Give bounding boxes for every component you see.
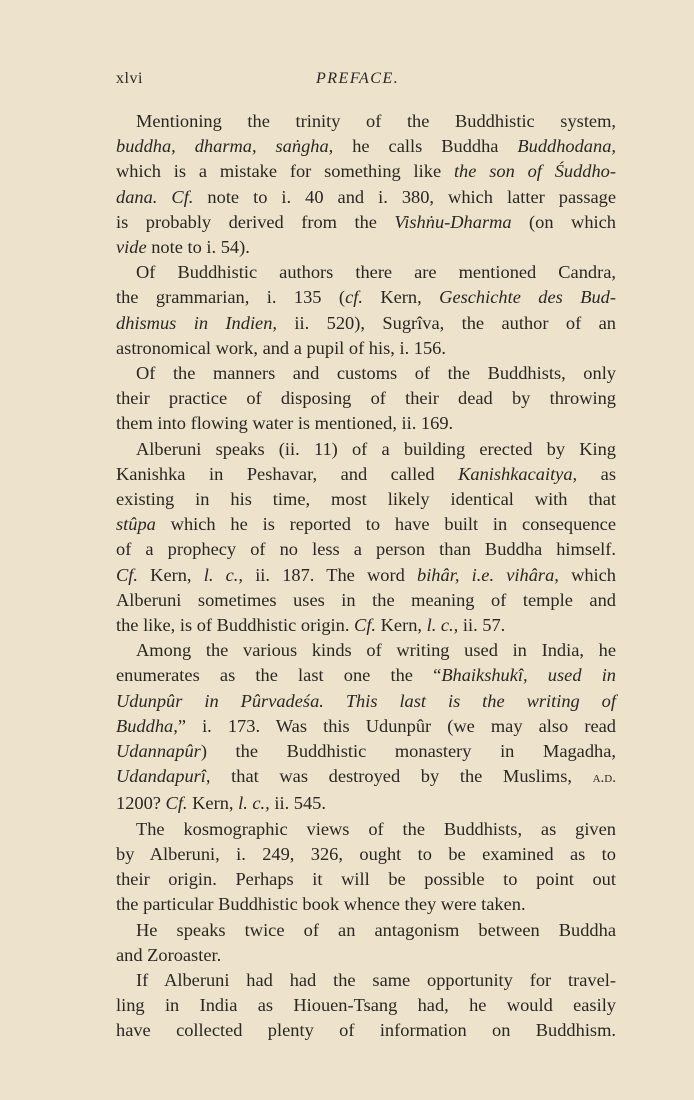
page-number: xlvi — [116, 70, 143, 87]
text-line — [116, 867, 616, 892]
text-run: and Zoroaster. — [116, 944, 222, 965]
paragraph — [116, 260, 616, 361]
italic-text: Vishṅu-Dharma — [394, 211, 512, 232]
text-run: ling in India as Hiouen-Tsang had, he would easily — [116, 995, 616, 1016]
text-line — [116, 842, 616, 867]
text-line — [116, 437, 616, 462]
italic-text: Udandapurî, — [116, 766, 211, 787]
text-run: ii. 57. — [458, 615, 506, 636]
text-run: which is a mistake for something like — [116, 161, 454, 182]
text-line — [116, 613, 616, 638]
italic-text: Kanishkacaitya, — [458, 463, 578, 484]
text-line — [116, 487, 616, 512]
text-run: note to i. 54). — [146, 237, 250, 258]
text-run: The kosmographic views of the Buddhists, as given — [136, 818, 616, 839]
text-line — [116, 537, 616, 562]
text-line — [116, 185, 616, 210]
text-line — [116, 663, 616, 688]
text-line — [116, 943, 616, 968]
text-line — [116, 285, 616, 310]
text-line — [116, 714, 616, 739]
text-line — [116, 311, 616, 336]
text-run: their practice of disposing of their dead by throwing — [116, 388, 616, 409]
text-run: (on which — [511, 211, 617, 232]
italic-text: Cf. — [165, 793, 188, 814]
text-run: the like, is of Buddhistic origin. — [116, 615, 355, 636]
text-run: which — [558, 564, 617, 585]
text-line — [116, 638, 616, 663]
text-line — [116, 739, 616, 764]
text-line — [116, 134, 616, 159]
text-line — [116, 588, 616, 613]
paragraph — [116, 437, 616, 639]
text-run: If Alberuni had had the same opportunity for travel- — [136, 969, 616, 990]
text-run: ) the Buddhistic monastery in Magadha, — [200, 741, 616, 762]
italic-text: Buddha, — [116, 715, 178, 736]
text-run: note to i. 40 and i. 380, which latter passage — [193, 186, 616, 207]
text-line — [116, 361, 616, 386]
text-line — [116, 1018, 616, 1043]
italic-text: vide — [116, 237, 147, 258]
text-run: Alberuni sometimes uses in the meaning of temple and — [116, 589, 616, 610]
italic-text: dana. — [116, 186, 158, 207]
text-run: ii. 545. — [269, 793, 326, 814]
text-run: ii. 520), Sugrîva, the author of an — [277, 312, 616, 333]
text-run — [157, 187, 171, 207]
text-run: Kern, — [376, 615, 427, 636]
text-run: astronomical work, and a pupil of his, i. 156. — [116, 337, 446, 358]
italic-text: buddha, dharma, saṅgha, — [116, 136, 334, 157]
paragraph — [116, 638, 616, 816]
paragraph — [116, 918, 616, 968]
paragraph — [116, 968, 616, 1044]
paragraph — [116, 817, 616, 918]
text-line — [116, 411, 616, 436]
text-line — [116, 462, 616, 487]
text-line — [116, 892, 616, 917]
italic-text: Udannapûr — [116, 741, 201, 762]
text-run: enumerates as the last one the “ — [116, 665, 442, 686]
text-run: which he is reported to have built in consequence — [155, 514, 616, 535]
italic-text: Udunpûr in Pûrvadeśa. This last is the writing of — [116, 690, 616, 711]
text-run: Alberuni speaks (ii. 11) of a building erected by King — [136, 438, 616, 459]
text-line — [116, 336, 616, 361]
text-run: them into flowing water is mentioned, ii. 169. — [116, 413, 454, 434]
text-line — [116, 993, 616, 1018]
text-line — [116, 159, 616, 184]
text-run: ” i. 173. Was this Udunpûr (we may also read — [177, 715, 616, 736]
italic-text: Cf. — [171, 186, 194, 207]
text-run: he calls Buddha — [333, 136, 518, 157]
italic-text: Buddhodana, — [517, 136, 616, 157]
text-run: a.d. — [592, 770, 616, 787]
italic-text: Cf. — [354, 615, 377, 636]
text-run: Among the various kinds of writing used in India, he — [136, 640, 616, 661]
text-line — [116, 968, 616, 993]
page-header — [116, 70, 616, 94]
text-line — [116, 386, 616, 411]
text-line — [116, 563, 616, 588]
text-line — [116, 817, 616, 842]
text-run: by Alberuni, i. 249, 326, ought to be examined as to — [116, 843, 616, 864]
italic-text: Bhaikshukî, used in — [441, 665, 616, 686]
italic-text: cf. — [345, 287, 363, 308]
text-line — [116, 791, 616, 816]
text-run: is probably derived from the — [116, 211, 395, 232]
italic-text: l. c., — [203, 564, 243, 585]
italic-text: Cf. — [116, 564, 138, 585]
text-line — [116, 235, 616, 260]
text-run: as — [577, 463, 616, 484]
italic-text: l. c., — [238, 793, 270, 814]
text-line — [116, 918, 616, 943]
text-line — [116, 689, 616, 714]
text-run: the particular Buddhistic book whence they were taken. — [116, 894, 526, 915]
body-text — [116, 109, 616, 1044]
text-run: their origin. Perhaps it will be possible to point out — [116, 869, 616, 890]
text-run: Kern, — [362, 287, 440, 308]
text-line — [116, 210, 616, 235]
text-run: the grammarian, i. 135 ( — [116, 287, 346, 308]
text-run: existing in his time, most likely identical with that — [116, 489, 616, 510]
text-run: Of Buddhistic authors there are mentioned Candra, — [136, 262, 616, 283]
text-run: Mentioning the trinity of the Buddhistic system, — [136, 111, 616, 131]
text-line — [116, 764, 616, 791]
text-run: Kern, — [137, 564, 204, 585]
text-run: of a prophecy of no less a person than Buddha himself. — [116, 539, 616, 560]
italic-text: bihâr, i.e. vihâra, — [417, 564, 559, 585]
italic-text: Geschichte des Bud- — [439, 287, 616, 308]
text-run: Kanishka in Peshavar, and called — [116, 463, 459, 484]
text-line — [116, 512, 616, 537]
text-run: Of the manners and customs of the Buddhists, only — [136, 363, 616, 384]
paragraph — [116, 361, 616, 437]
text-run: He speaks twice of an antagonism between Buddha — [136, 919, 616, 940]
text-run: 1200? — [116, 793, 166, 814]
italic-text: stûpa — [116, 514, 156, 535]
text-line — [116, 109, 616, 134]
text-run: Kern, — [187, 793, 239, 814]
paragraph — [116, 109, 616, 260]
italic-text: the son of Śuddho- — [453, 161, 616, 182]
italic-text: dhismus in Indien, — [116, 312, 278, 333]
text-run: have collected plenty of information on Buddhism. — [116, 1020, 616, 1041]
text-run: that was destroyed by the Muslims, — [210, 766, 593, 787]
running-title: PREFACE. — [316, 70, 400, 87]
text-run: ii. 187. The word — [243, 564, 417, 585]
text-line — [116, 260, 616, 285]
italic-text: l. c., — [426, 615, 459, 636]
